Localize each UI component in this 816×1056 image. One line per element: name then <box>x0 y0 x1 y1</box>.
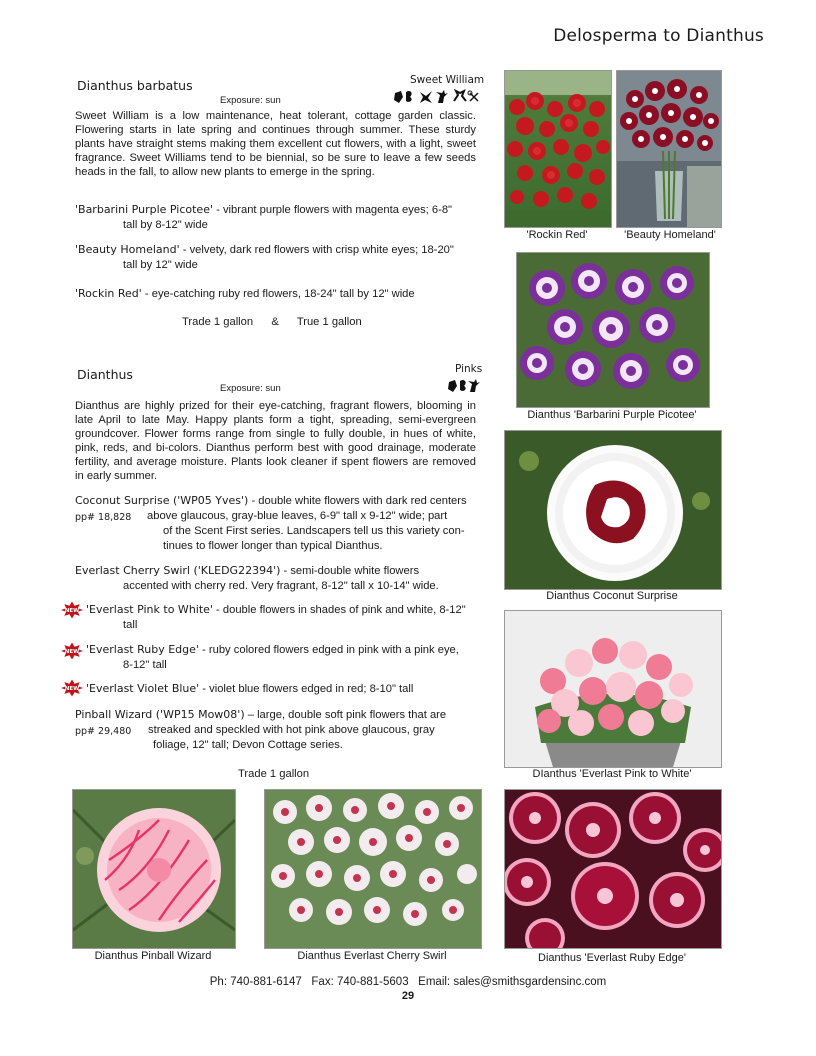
cultivar-name: Everlast Cherry Swirl ('KLEDG22394') <box>75 564 281 577</box>
caption-barbarini: Dianthus 'Barbarini Purple Picotee' <box>527 409 697 421</box>
section1-item-beauty-homeland: 'Beauty Homeland' - velvety, dark red flowers with crisp white eyes; 18-20" tall by 12" wide <box>75 243 454 271</box>
cherry-swirl-image <box>265 790 481 948</box>
section2-common-name: Pinks <box>455 363 483 375</box>
ruby-edge-image <box>505 790 721 948</box>
photo-everlast-cherry-swirl <box>264 789 482 949</box>
caption-pinball: Dianthus Pinball Wizard <box>94 950 212 962</box>
caption-coconut: Dianthus Coconut Surprise <box>546 590 678 602</box>
pink-to-white-image <box>505 611 721 767</box>
section1-common-name: Sweet William <box>410 74 485 86</box>
section2-scientific-name: Dianthus <box>77 367 133 382</box>
photo-everlast-ruby-edge <box>504 789 722 949</box>
item-everlast-cherry-swirl: Everlast Cherry Swirl ('KLEDG22394') - semi-double white flowers accented with cherry red. Very fragrant, 8-12" tall x 10-14" wide. <box>75 564 439 592</box>
photo-beauty-homeland <box>616 70 722 228</box>
true-size: True 1 gallon <box>296 316 362 328</box>
section2-availability: Trade 1 gallon <box>238 768 310 780</box>
caption-cherry-swirl: Dianthus Everlast Cherry Swirl <box>297 950 447 962</box>
photo-everlast-pink-to-white <box>504 610 722 768</box>
section1-item-barbarini: 'Barbarini Purple Picotee' - vibrant purple flowers with magenta eyes; 6-8" tall by 8-12" wide <box>75 203 453 231</box>
plant-patent: pp# 18,828 <box>75 512 132 523</box>
svg-text:NEW: NEW <box>64 649 80 656</box>
cultivar-name: 'Everlast Violet Blue' <box>86 682 200 695</box>
cultivar-name: 'Everlast Pink to White' <box>86 603 213 616</box>
caption-rockin-red: 'Rockin Red' <box>526 229 588 241</box>
section1-availability <box>182 315 362 330</box>
coconut-surprise-image <box>505 431 721 589</box>
beauty-homeland-image <box>617 71 721 227</box>
svg-text:NEW: NEW <box>64 608 80 615</box>
new-badge-icon <box>61 601 83 619</box>
pinball-wizard-image <box>73 790 235 948</box>
cultivar-name: 'Everlast Ruby Edge' <box>86 643 199 656</box>
ampersand: & <box>271 316 279 328</box>
photo-coconut-surprise <box>504 430 722 590</box>
item-everlast-pink-to-white: 'Everlast Pink to White' - double flowers in shades of pink and white, 8-12" tall <box>86 603 466 631</box>
cultivar-name: 'Beauty Homeland' <box>75 243 180 256</box>
section1-scientific-name: Dianthus barbatus <box>77 78 193 93</box>
caption-ruby-edge: Dianthus 'Everlast Ruby Edge' <box>538 952 686 964</box>
section1-exposure: Exposure: sun <box>220 95 281 106</box>
cultivar-name: 'Barbarini Purple Picotee' <box>75 203 213 216</box>
barbarini-image <box>517 253 709 407</box>
rockin-red-image <box>505 71 611 227</box>
caption-beauty-homeland: 'Beauty Homeland' <box>624 229 716 241</box>
pollinator-deer-icons <box>446 378 480 394</box>
caption-pink-to-white: DIanthus 'Everlast Pink to White' <box>532 768 692 780</box>
item-coconut-surprise: Coconut Surprise ('WP05 Yves') - double white flowers with dark red centers pp# 18,828 above glaucous, gray-blue leaves, 6-9" tall x 9-12" wide; part of the Scent First series. Landscapers tell us this variety con- tinues to flower longer than typical Dianthus. <box>75 494 467 552</box>
item-everlast-violet-blue: 'Everlast Violet Blue' - violet blue flowers edged in red; 8-10" tall <box>86 682 414 695</box>
svg-text:NEW: NEW <box>64 686 80 693</box>
pollinator-deer-icons <box>392 89 480 105</box>
plant-patent: pp# 29,480 <box>75 726 132 737</box>
cultivar-name: Coconut Surprise ('WP05 Yves') <box>75 494 249 507</box>
cultivar-name: 'Rockin Red' <box>75 287 142 300</box>
page-number: 29 <box>401 990 415 1002</box>
footer-contact: Ph: 740-881-6147 Fax: 740-881-5603 Email: sales@smithsgardensinc.com <box>209 976 607 988</box>
new-badge-icon <box>61 679 83 697</box>
attribute-icons <box>392 89 482 105</box>
attribute-icons <box>446 378 486 394</box>
photo-rockin-red <box>504 70 612 228</box>
trade-size: Trade 1 gallon <box>182 316 254 328</box>
section1-item-rockin-red: 'Rockin Red' - eye-catching ruby red flowers, 18-24" tall by 12" wide <box>75 287 415 300</box>
page-header: Delosperma to Dianthus <box>553 26 764 46</box>
new-badge-icon <box>61 642 83 660</box>
photo-pinball-wizard <box>72 789 236 949</box>
section2-exposure: Exposure: sun <box>220 383 281 394</box>
cultivar-name: Pinball Wizard ('WP15 Mow08') <box>75 708 245 721</box>
section1-description: Sweet William is a low maintenance, heat tolerant, cottage garden classic. Flowering starts in late spring and continues through summer. These sturdy plants have straight stems making them excellent cut flowers, with a light, sweet fragrance. Sweet Williams tend to be biennial, so be sure to leave a few seeds heads in the fall, to allow new plants to emerge in the spring. <box>75 110 476 178</box>
item-everlast-ruby-edge: 'Everlast Ruby Edge' - ruby colored flowers edged in pink with a pink eye, 8-12" tall <box>86 643 459 671</box>
section2-description: Dianthus are highly prized for their eye-catching, fragrant flowers, blooming in late April to late May. Happy plants form a tight, spreading, semi-evergreen groundcover. Flower forms range from single to fully double, in hues of white, pink, reds, and bi-colors. Dianthus perform best with good drainage, moderate fertility, and average moisture. Plants look cleaner if spent flowers are removed in early summer. <box>75 400 476 482</box>
photo-barbarini-purple-picotee <box>516 252 710 408</box>
item-pinball-wizard: Pinball Wizard ('WP15 Mow08') – large, double soft pink flowers that are pp# 29,480 streaked and speckled with hot pink above glaucous, gray foliage, 12" tall; Devon Cottage series. <box>75 708 447 751</box>
